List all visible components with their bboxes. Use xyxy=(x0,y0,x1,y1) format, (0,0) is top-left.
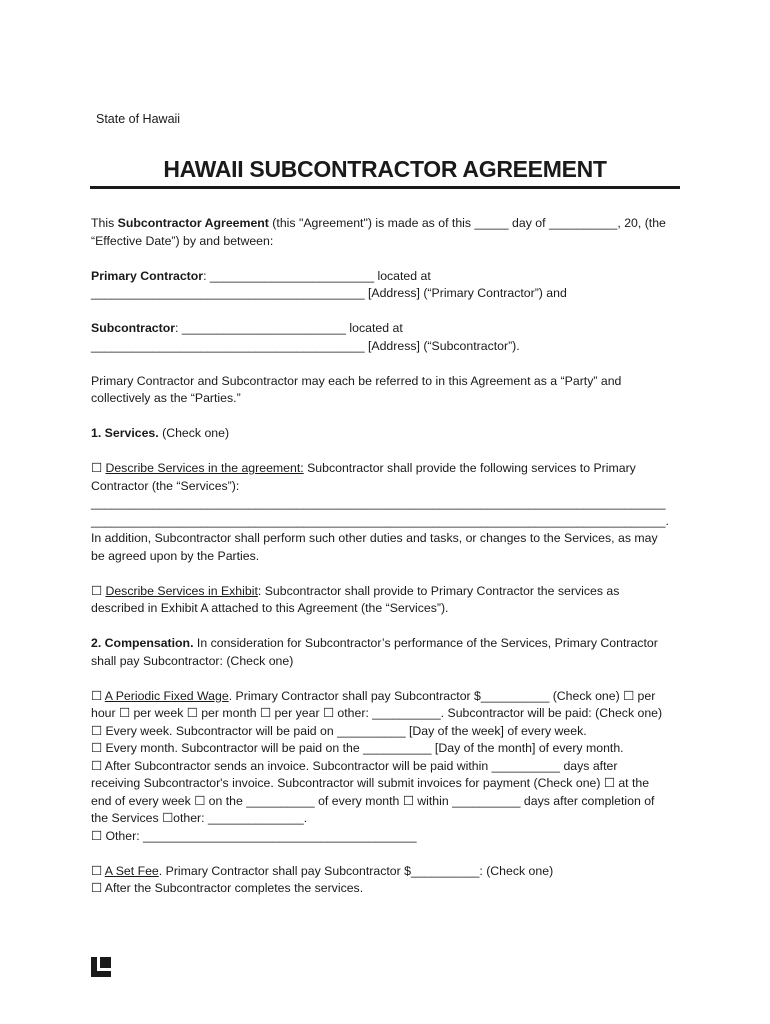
wage-line-3: ☐ Every week. Subcontractor will be paid on __________ [Day of the week] of every week. xyxy=(91,723,587,738)
services-addition-line-2: be agreed upon by the Parties. xyxy=(91,548,260,563)
checkbox-icon[interactable]: ☐ xyxy=(91,863,105,878)
compensation-line-2: shall pay Subcontractor: (Check one) xyxy=(91,653,294,668)
services-heading xyxy=(91,425,683,443)
subcontractor-label: Subcontractor xyxy=(91,321,176,335)
subcontractor-line-1 xyxy=(91,320,683,338)
services-option-exhibit-line-2: described in Exhibit A attached to this Agreement (the “Services”). xyxy=(91,601,449,615)
compensation-heading-label: 2. Compensation. xyxy=(91,636,194,650)
wage-option-label: A Periodic Fixed Wage xyxy=(104,688,229,703)
primary-line-1 xyxy=(91,268,683,286)
primary-line-1-rest: : ________________________ located at xyxy=(203,268,431,283)
services-heading-label: 1. Services. xyxy=(91,426,159,440)
services-option-agreement-label: Describe Services in the agreement: xyxy=(105,461,304,475)
services-heading-rest: (Check one) xyxy=(158,426,230,440)
services-option-agreement-rest: Subcontractor shall provide the following services to Primary xyxy=(303,461,636,475)
wage-line-9: ☐ Other: ________________________________________ xyxy=(91,828,417,843)
wage-line-4: ☐ Every month. Subcontractor will be paid on the __________ [Day of the month] of every month. xyxy=(91,741,624,755)
services-option-agreement xyxy=(91,460,683,478)
subcontractor-line-1-rest: : ________________________ located at xyxy=(175,321,403,335)
services-option-exhibit-label: Describe Services in Exhibit xyxy=(105,583,258,598)
intro-line-1-rest: (this "Agreement") is made as of this _____ day of __________, 20, (the xyxy=(268,216,666,230)
document-body xyxy=(91,215,683,898)
checkbox-icon[interactable]: ☐ xyxy=(91,688,105,703)
brand-logo-icon xyxy=(91,957,111,977)
wage-option-rest: . Primary Contractor shall pay Subcontractor $__________ (Check one) ☐ per xyxy=(228,688,656,703)
title-divider xyxy=(90,186,680,189)
checkbox-icon[interactable]: ☐ xyxy=(91,583,106,598)
services-blank-line-2: ____________________________________________________________________________________. xyxy=(91,513,669,528)
wage-line-2: hour ☐ per week ☐ per month ☐ per year ☐ other: __________. Subcontractor will be paid: (Check one) xyxy=(91,706,663,720)
services-addition-line-1: In addition, Subcontractor shall perform such other duties and tasks, or changes to the Services, as may xyxy=(91,531,658,545)
parties-line-1: Primary Contractor and Subcontractor may each be referred to in this Agreement as a “Party” and xyxy=(91,373,622,388)
fee-option-rest: . Primary Contractor shall pay Subcontractor $__________: (Check one) xyxy=(158,863,554,878)
wage-line-6: receiving Subcontractor's invoice. Subcontractor will submit invoices for payment (Check one) ☐ at the xyxy=(91,776,650,790)
intro-bold-term: Subcontractor Agreement xyxy=(117,216,269,230)
fee-option-label: A Set Fee xyxy=(104,863,159,878)
wage-option xyxy=(91,688,683,706)
intro-line-2: “Effective Date”) by and between: xyxy=(91,233,274,248)
compensation-heading-rest: In consideration for Subcontractor’s performance of the Services, Primary Contractor xyxy=(193,636,658,650)
fee-option xyxy=(91,863,683,881)
wage-line-5: ☐ After Subcontractor sends an invoice. Subcontractor will be paid within __________ days after xyxy=(91,758,618,773)
services-option-exhibit xyxy=(91,583,683,601)
wage-line-7: end of every week ☐ on the __________ of every month ☐ within __________ days after completion of xyxy=(91,793,655,808)
primary-label: Primary Contractor xyxy=(91,268,204,283)
compensation-heading xyxy=(91,635,683,653)
intro-line-1 xyxy=(91,215,683,233)
document-title: HAWAII SUBCONTRACTOR AGREEMENT xyxy=(163,156,607,182)
state-label: State of Hawaii xyxy=(96,112,181,126)
parties-line-2: collectively as the “Parties.” xyxy=(91,391,241,405)
subcontractor-line-2: ________________________________________ [Address] (“Subcontractor”). xyxy=(91,338,520,353)
services-blank-line-1: ____________________________________________________________________________________ xyxy=(91,496,666,510)
checkbox-icon[interactable]: ☐ xyxy=(91,461,106,475)
services-option-agreement-line-2: Contractor (the “Services”): xyxy=(91,478,240,493)
wage-line-8: the Services ☐other: ______________. xyxy=(91,811,308,825)
primary-line-2: ________________________________________ [Address] (“Primary Contractor”) and xyxy=(91,286,567,300)
intro-pre: This xyxy=(91,216,118,230)
services-option-exhibit-rest: : Subcontractor shall provide to Primary Contractor the services as xyxy=(257,583,620,598)
fee-line-2: ☐ After the Subcontractor completes the services. xyxy=(91,881,364,895)
